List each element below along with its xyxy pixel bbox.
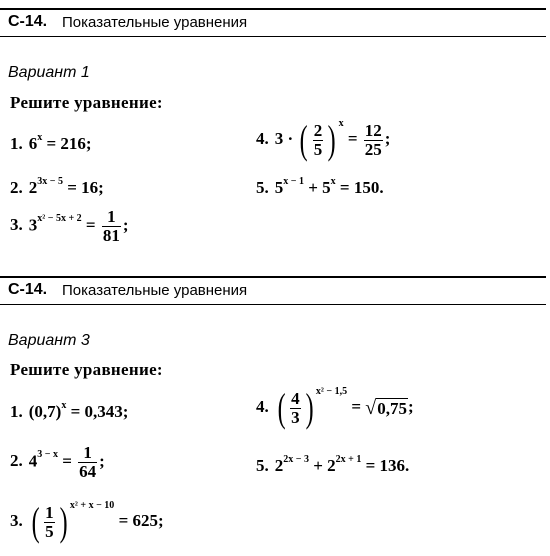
section-header [0,8,546,37]
section-header [0,276,546,305]
fraction: $\frac{1}{81}$ [102,207,120,245]
problem-2: 2. $4^{3 - x}$ = $\frac{1}{64}$ ; [10,443,105,481]
fraction: $\frac{1}{5}$ [45,502,54,541]
fraction: $\frac{2}{5}$ [313,120,323,159]
section-code: С-14. [8,281,48,298]
section-title: Показательные уравнения [62,14,248,31]
fraction: $\frac{1}{64}$ [79,443,97,481]
problem-4: 4. ( $\frac{4}{3}$ ) $^{x^2 - 1,5}$ = √0,75; [256,385,414,430]
section-code: С-14. [8,13,48,30]
variant-label: Вариант 1 [8,64,90,81]
instruction: Решите уравнение: [10,93,163,112]
section-title: Показательные уравнения [62,282,248,299]
problem-4: 4. 3 · ( $\frac{2}{5}$ ) $^x$ = $\frac{12}{25}$ ; [256,117,391,162]
square-root: √0,75 [365,396,408,419]
problem-1: 1. $6^x = 216$; [10,132,92,153]
problem-5: 5. $2^{2x - 3} + 2^{2x + 1} = 136$. [256,454,410,475]
problem-3: 3. ( $\frac{1}{5}$ ) $^{x^2 + x - 10}$ = 625; [10,499,164,544]
instruction: Решите уравнение: [10,360,163,379]
variant-label: Вариант 3 [8,332,90,349]
problem-5: 5. $5^{x - 1} + 5^x = 150$. [256,176,384,197]
problem-1: 1. $(0,7)^x = 0,343$; [10,400,129,421]
fraction: $\frac{12}{25}$ [364,120,382,159]
fraction: $\frac{4}{3}$ [291,388,300,427]
problem-2: 2. $2^{3x - 5} = 16$; [10,176,104,197]
problem-3: 3. $3^{x^2 - 5x + 2}$ = $\frac{1}{81}$ ; [10,207,129,245]
